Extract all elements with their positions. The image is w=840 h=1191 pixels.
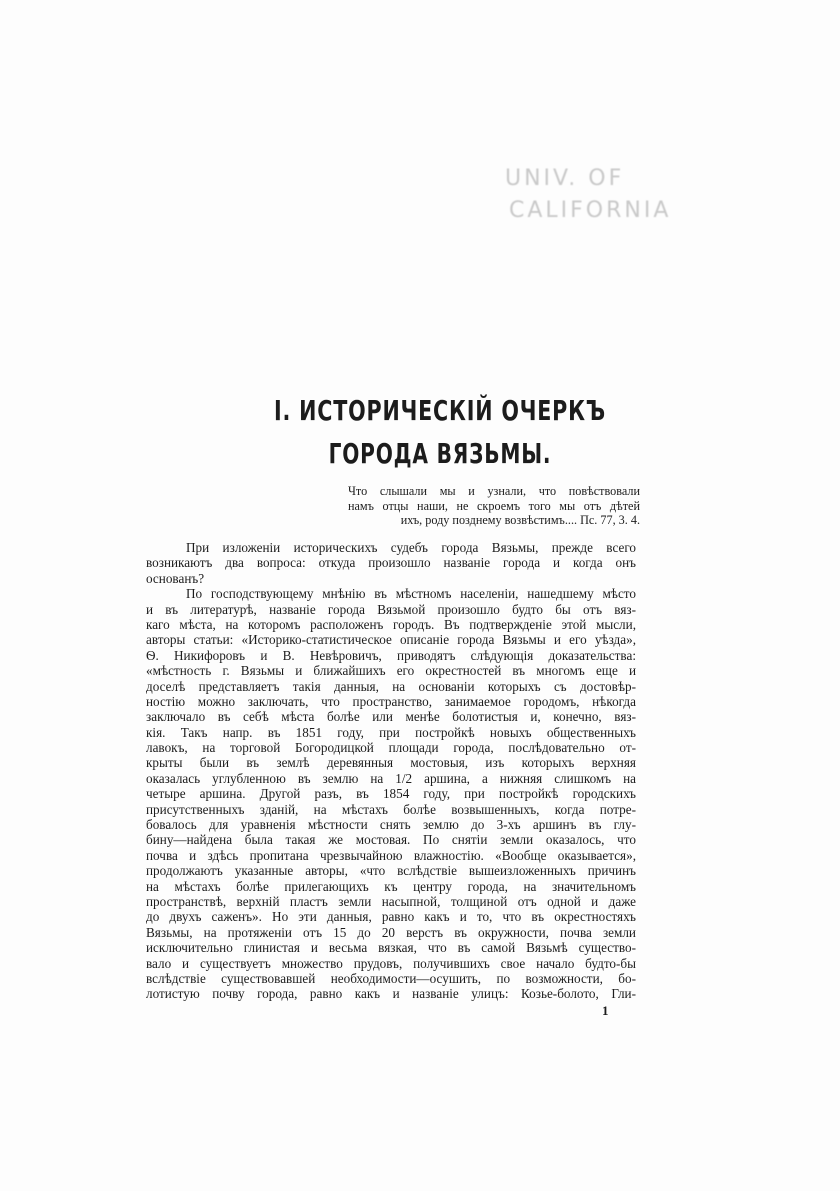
text-line: присутственныхъ зданій, на мѣстахъ болѣе возвышенныхъ, когда потре- (146, 801, 636, 817)
chapter-subtitle: ГОРОДА ВЯЗЬМЫ. (328, 437, 552, 470)
text-line: оказалась углубленною въ землю на 1/2 аршина, а нижняя слишкомъ на (146, 770, 636, 786)
text-line: исключительно глинистая и весьма вязкая, что въ самой Вязьмѣ существо- (146, 940, 636, 956)
text-line: до двухъ саженъ». Но эти данныя, равно какъ и то, что въ окрестностяхъ (146, 909, 636, 925)
text-line: По господствующему мнѣнію въ мѣстномъ населеніи, нашедшему мѣсто (186, 586, 636, 602)
text-line: кія. Такъ напр. въ 1851 году, при постройкѣ новыхъ общественныхъ (146, 724, 636, 740)
text-line: основанъ? (146, 570, 205, 586)
text-line: продолжаютъ указанные авторы, «что вслѣдствіе вышеизложенныхъ причинъ (146, 863, 636, 879)
text-line: ностію можно заключать, что пространство, занимаемое городомъ, нѣкогда (146, 693, 636, 709)
text-line: крыты были въ землѣ деревянныя мостовыя, изъ которыхъ верхняя (146, 755, 636, 771)
epigraph-line: Что слышали мы и узнали, что повѣствовали (348, 484, 640, 498)
text-line: «мѣстность г. Вязьмы и ближайшихъ его окрестностей въ многомъ еще и (146, 663, 636, 679)
library-stamp (505, 163, 705, 227)
stamp-line-2: CALIFORNIA (509, 198, 672, 223)
text-line: вало и существуетъ множество прудовъ, получившихъ свое начало будто-бы (146, 955, 636, 971)
text-line: лавокъ, на торговой Богородицкой площади города, послѣдовательно от- (146, 740, 636, 756)
text-line: Ѳ. Никифоровъ и В. Невѣровичъ, приводятъ слѣдующія доказательства: (146, 647, 636, 663)
epigraph-line: ихъ, роду позднему возвѣстимъ.... Пс. 77, 3. 4. (400, 513, 640, 528)
chapter-title: I. ИСТОРИЧЕСКІЙ ОЧЕРКЪ (273, 394, 607, 427)
epigraph (348, 484, 640, 528)
text-line: почва и здѣсь пропитана чрезвычайною влажностію. «Вообще оказывается», (146, 847, 636, 863)
text-line: лотистую почву города, равно какъ и названіе улицъ: Козье-болото, Гли- (146, 986, 636, 1002)
text-line: Вязьмы, на протяженіи отъ 15 до 20 верстъ въ окружности, почва земли (146, 924, 636, 940)
text-line: бовалось для уравненія мѣстности снять землю до 3-хъ аршинъ въ глу- (146, 817, 636, 833)
epigraph-line: намъ отцы наши, не скроемъ того мы отъ дѣтей (348, 498, 640, 513)
body-text (146, 540, 636, 1002)
text-line: пространствѣ, верхній пластъ земли насыпной, толщиной отъ одной и даже (146, 893, 636, 909)
text-line: При изложеніи историческихъ судебъ города Вязьмы, прежде всего (186, 540, 636, 555)
text-line: бину—найдена была такая же мостовая. По снятіи земли оказалось, что (146, 832, 636, 848)
page-number: 1 (602, 1003, 609, 1018)
text-line: четыре аршина. Другой разъ, въ 1854 году, при постройкѣ городскихъ (146, 786, 636, 802)
text-line: заключало въ себѣ мѣста болѣе или менѣе болотистыя и, конечно, вяз- (146, 709, 636, 725)
text-line: авторы статьи: «Историко-статистическое описаніе города Вязьмы и его уѣзда», (146, 632, 636, 648)
text-line: каго мѣста, на которомъ расположенъ городъ. Въ подтвержденіе этой мысли, (146, 616, 636, 632)
text-line: на мѣстахъ болѣе прилегающихъ къ центру города, на значительномъ (146, 878, 636, 894)
text-line: и въ литературѣ, названіе города Вязьмой произошло будто бы отъ вяз- (146, 601, 636, 617)
text-line: вслѣдствіе существовавшей необходимости—осушить, по возможности, бо- (146, 970, 636, 986)
text-line: доселѣ представляетъ такія данныя, на основаніи которыхъ съ достовѣр- (146, 678, 636, 694)
text-line: возникаютъ два вопроса: откуда произошло названіе города и когда онъ (146, 555, 636, 571)
stamp-line-1: UNIV. OF (505, 166, 625, 191)
